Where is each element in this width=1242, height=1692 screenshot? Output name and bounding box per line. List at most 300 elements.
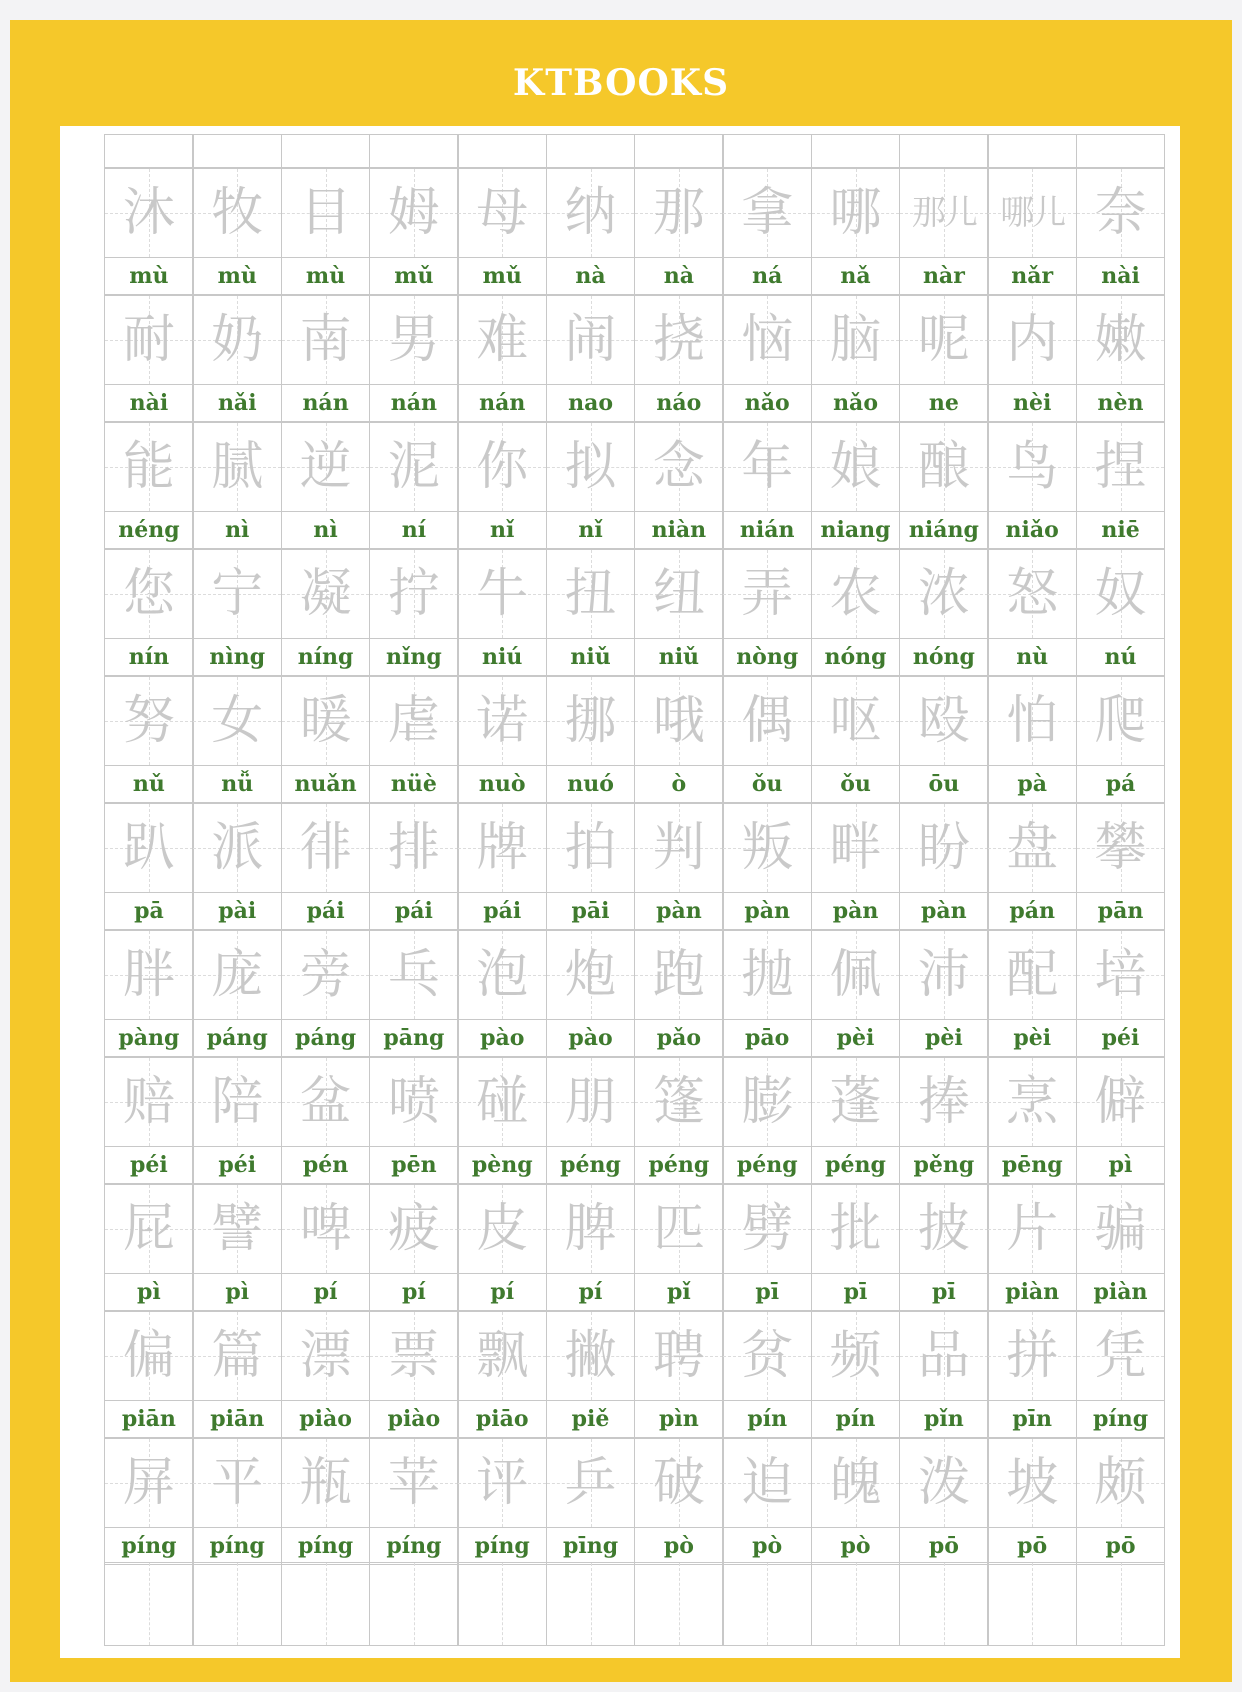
hanzi-character: 恼 [741,310,794,370]
character-cell [722,930,812,1057]
character-cell [811,549,901,676]
character-cell [369,676,459,803]
character-cell [722,422,812,549]
character-cell [722,1438,812,1565]
character-box [546,422,636,512]
character-box [369,676,459,766]
character-cell [1076,422,1166,549]
character-box [634,1057,724,1147]
pinyin-box [722,1147,812,1184]
pinyin-label: nǐng [386,644,442,670]
pinyin-label: nà [575,263,606,289]
hanzi-character: 牌 [476,818,529,878]
pinyin-label: péng [648,1152,710,1178]
pinyin-label: pǐn [923,1406,964,1432]
grid-row [104,676,1164,803]
pinyin-box [192,893,282,930]
character-box [811,1184,901,1274]
character-box [634,1311,724,1401]
character-box [987,295,1077,385]
hanzi-character: 佩 [829,945,882,1005]
character-box [899,676,989,766]
hanzi-character: 泼 [917,1453,970,1513]
pinyin-label: pài [218,898,257,924]
character-box [457,168,547,258]
character-box [722,676,812,766]
pinyin-box [722,639,812,676]
character-box [546,676,636,766]
top-empty-strip [104,134,1164,168]
character-box [722,295,812,385]
character-box [104,549,194,639]
hanzi-character: 牧 [211,183,264,243]
character-cell [192,549,282,676]
character-box [722,930,812,1020]
pinyin-label: nao [568,390,614,416]
character-box [281,930,371,1020]
character-cell [457,168,547,295]
character-cell [104,1057,194,1184]
character-box [192,1184,282,1274]
pinyin-label: pí [402,1279,426,1305]
top-empty-cell [987,134,1077,168]
character-cell [457,930,547,1057]
pinyin-label: píng [209,1533,265,1559]
bottom-empty-cell [369,1562,459,1646]
grid-row [104,295,1164,422]
pinyin-box [546,1147,636,1184]
hanzi-character: 哪儿 [1000,193,1065,233]
pinyin-label: pěng [913,1152,975,1178]
character-grid [104,168,1164,1565]
character-cell [546,422,636,549]
pinyin-box [457,385,547,422]
character-cell [369,549,459,676]
character-cell [634,1057,724,1184]
hanzi-character: 攀 [1094,818,1147,878]
pinyin-label: pāo [745,1025,790,1051]
character-cell [1076,1057,1166,1184]
character-box [192,930,282,1020]
hanzi-character: 坡 [1006,1453,1059,1513]
character-cell [192,295,282,422]
hanzi-character: 泡 [476,945,529,1005]
hanzi-character: 捧 [917,1072,970,1132]
character-box [104,1184,194,1274]
pinyin-label: pái [483,898,522,924]
hanzi-character: 您 [122,564,175,624]
pinyin-label: pāi [571,898,610,924]
pinyin-box [1076,1147,1166,1184]
hanzi-character: 沛 [917,945,970,1005]
pinyin-box [722,258,812,295]
pinyin-box [281,1401,371,1438]
pinyin-box [192,512,282,549]
hanzi-character: 耐 [122,310,175,370]
character-cell [281,1438,371,1565]
pinyin-label: nèi [1013,390,1052,416]
top-empty-cell [457,134,547,168]
character-box [634,803,724,893]
bottom-empty-cell [281,1562,371,1646]
character-box [457,1057,547,1147]
hanzi-character: 烹 [1006,1072,1059,1132]
bottom-empty-cell [634,1562,724,1646]
top-empty-cell [546,134,636,168]
character-box [1076,1438,1166,1528]
character-cell [546,1438,636,1565]
pinyin-label: piāo [475,1406,529,1432]
character-cell [104,803,194,930]
character-cell [457,295,547,422]
pinyin-box [281,1274,371,1311]
character-box [546,1184,636,1274]
pinyin-label: niú [482,644,523,670]
character-box [546,168,636,258]
hanzi-character: 盘 [1006,818,1059,878]
pinyin-label: niǔ [658,644,700,670]
pinyin-box [1076,1274,1166,1311]
pinyin-box [457,1528,547,1565]
pinyin-label: néng [118,517,180,543]
pinyin-label: pèi [836,1025,875,1051]
pinyin-label: pì [225,1279,250,1305]
character-cell [546,930,636,1057]
pinyin-box [369,1020,459,1057]
top-empty-cell [899,134,989,168]
character-box [634,549,724,639]
character-box [811,1438,901,1528]
hanzi-character: 那儿 [911,193,976,233]
character-cell [1076,676,1166,803]
character-box [546,295,636,385]
pinyin-label: pín [835,1406,876,1432]
pinyin-box [192,385,282,422]
character-box [104,930,194,1020]
pinyin-box [546,1020,636,1057]
pinyin-box [722,766,812,803]
hanzi-character: 撇 [564,1326,617,1386]
hanzi-character: 农 [829,564,882,624]
character-cell [104,1184,194,1311]
pinyin-box [281,385,371,422]
character-cell [899,295,989,422]
pinyin-label: píng [386,1533,442,1559]
pinyin-label: pī [843,1279,868,1305]
pinyin-box [899,1020,989,1057]
pinyin-box [457,1020,547,1057]
pinyin-box [369,893,459,930]
pinyin-label: ní [401,517,427,543]
character-cell [457,676,547,803]
pinyin-box [104,385,194,422]
character-box [546,803,636,893]
character-box [634,1438,724,1528]
hanzi-character: 旁 [299,945,352,1005]
pinyin-box [811,1147,901,1184]
pinyin-label: piàn [1093,1279,1148,1305]
character-cell [281,295,371,422]
pinyin-box [987,1020,1077,1057]
pinyin-box [987,766,1077,803]
pinyin-box [104,766,194,803]
character-box [546,1311,636,1401]
grid-row [104,1057,1164,1184]
character-box [722,168,812,258]
pinyin-label: nuò [478,771,526,797]
pinyin-box [811,1274,901,1311]
pinyin-label: pò [663,1533,694,1559]
pinyin-label: pí [313,1279,338,1305]
hanzi-character: 泥 [387,437,440,497]
hanzi-character: 批 [829,1199,882,1259]
pinyin-label: ná [752,263,783,289]
hanzi-character: 判 [652,818,705,878]
pinyin-box [457,893,547,930]
pinyin-box [634,1528,724,1565]
pinyin-label: nèn [1097,390,1144,416]
character-box [634,168,724,258]
hanzi-character: 宁 [211,564,264,624]
character-box [722,1057,812,1147]
pinyin-box [281,1020,371,1057]
character-cell [722,803,812,930]
pinyin-label: piàn [1005,1279,1060,1305]
pinyin-label: péi [130,1152,168,1178]
pinyin-label: nù [1016,644,1049,670]
character-box [1076,422,1166,512]
hanzi-character: 品 [917,1326,970,1386]
character-box [369,803,459,893]
character-box [987,676,1077,766]
grid-row [104,1311,1164,1438]
character-box [281,1438,371,1528]
character-box [899,168,989,258]
pinyin-box [987,1274,1077,1311]
character-box [1076,549,1166,639]
character-cell [899,168,989,295]
character-box [104,1438,194,1528]
character-cell [1076,1184,1166,1311]
character-cell [369,1311,459,1438]
hanzi-character: 篷 [652,1072,705,1132]
character-cell [192,803,282,930]
pinyin-box [899,1274,989,1311]
character-cell [634,168,724,295]
pinyin-label: pì [137,1279,161,1305]
pinyin-label: pàn [656,898,702,924]
pinyin-label: ǒu [840,771,871,797]
pinyin-box [899,1528,989,1565]
character-box [104,803,194,893]
character-cell [811,1057,901,1184]
pinyin-label: pí [578,1279,603,1305]
character-box [811,549,901,639]
pinyin-box [192,1401,282,1438]
character-cell [722,549,812,676]
pinyin-box [192,639,282,676]
pinyin-label: pīng [562,1533,619,1559]
hanzi-character: 胖 [122,945,175,1005]
character-cell [281,930,371,1057]
character-cell [987,676,1077,803]
bottom-empty-cell [722,1562,812,1646]
character-box [722,549,812,639]
pinyin-box [811,512,901,549]
top-empty-cell [722,134,812,168]
pinyin-box [811,258,901,295]
pinyin-label: mù [129,263,169,289]
pinyin-box [987,639,1077,676]
hanzi-character: 平 [211,1453,264,1513]
hanzi-character: 炮 [564,945,617,1005]
hanzi-character: 腻 [211,437,264,497]
pinyin-label: nán [302,390,349,416]
pinyin-box [634,766,724,803]
hanzi-character: 牛 [476,564,529,624]
character-box [192,295,282,385]
character-cell [811,930,901,1057]
pinyin-box [546,893,636,930]
character-cell [1076,295,1166,422]
pinyin-label: pái [394,898,433,924]
pinyin-label: pō [1105,1533,1136,1559]
hanzi-character: 脾 [564,1199,617,1259]
character-cell [281,1057,371,1184]
pinyin-label: pō [928,1533,959,1559]
pinyin-label: pàn [832,898,879,924]
character-box [634,422,724,512]
hanzi-character: 拿 [741,183,794,243]
pinyin-label: pèi [1013,1025,1052,1051]
character-cell [369,930,459,1057]
character-box [987,803,1077,893]
hanzi-character: 苹 [387,1453,440,1513]
pinyin-label: pàn [744,898,791,924]
pinyin-label: nìng [209,644,266,670]
pinyin-box [457,1401,547,1438]
hanzi-character: 内 [1006,310,1059,370]
character-box [634,676,724,766]
character-cell [192,1057,282,1184]
pinyin-label: nín [128,644,170,670]
character-box [987,1057,1077,1147]
character-box [722,1184,812,1274]
pinyin-label: nán [479,390,526,416]
pinyin-box [722,1020,812,1057]
bottom-empty-cell [899,1562,989,1646]
grid-row [104,930,1164,1057]
top-empty-cell [369,134,459,168]
character-cell [369,295,459,422]
pinyin-label: nú [1104,644,1137,670]
character-cell [899,549,989,676]
pinyin-box [1076,1528,1166,1565]
pinyin-label: pīn [1012,1406,1053,1432]
character-box [811,422,901,512]
character-box [369,168,459,258]
character-cell [899,1311,989,1438]
pinyin-box [546,258,636,295]
hanzi-character: 能 [122,437,175,497]
character-cell [104,549,194,676]
pinyin-label: pàng [118,1025,180,1051]
grid-row [104,1184,1164,1311]
pinyin-box [457,1274,547,1311]
pinyin-box [192,1020,282,1057]
pinyin-box [987,258,1077,295]
character-box [1076,168,1166,258]
character-box [987,549,1077,639]
character-box [899,1184,989,1274]
character-cell [104,295,194,422]
character-box [1076,676,1166,766]
character-cell [811,168,901,295]
pinyin-box [546,766,636,803]
hanzi-character: 逆 [299,437,352,497]
pinyin-box [722,1528,812,1565]
character-cell [546,549,636,676]
hanzi-character: 那 [652,183,705,243]
pinyin-box [634,512,724,549]
pinyin-box [546,1528,636,1565]
pinyin-box [281,1528,371,1565]
pinyin-box [281,1147,371,1184]
bottom-empty-cell [987,1562,1077,1646]
character-box [104,422,194,512]
pinyin-box [281,258,371,295]
pinyin-box [899,1147,989,1184]
grid-row [104,549,1164,676]
pinyin-box [281,893,371,930]
pinyin-label: pí [490,1279,515,1305]
character-box [722,422,812,512]
hanzi-character: 奴 [1094,564,1147,624]
pinyin-label: niàn [651,517,707,543]
pinyin-label: péng [825,1152,886,1178]
hanzi-character: 叛 [741,818,794,878]
hanzi-character: 跑 [652,945,705,1005]
character-cell [281,1184,371,1311]
hanzi-character: 姆 [387,183,440,243]
pinyin-label: pā [134,898,164,924]
character-cell [987,803,1077,930]
character-box [722,1438,812,1528]
character-box [987,168,1077,258]
character-cell [369,803,459,930]
character-cell [192,422,282,549]
character-box [987,930,1077,1020]
character-cell [457,1184,547,1311]
top-empty-cell [192,134,282,168]
pinyin-label: nǎo [744,390,790,416]
character-box [457,1438,547,1528]
hanzi-character: 朋 [564,1072,617,1132]
character-box [634,295,724,385]
hanzi-character: 脑 [829,310,882,370]
character-cell [722,676,812,803]
pinyin-box [104,893,194,930]
hanzi-character: 偏 [122,1326,175,1386]
grid-row [104,1438,1164,1565]
pinyin-label: pèng [471,1152,533,1178]
character-box [811,168,901,258]
character-cell [722,1311,812,1438]
pinyin-box [104,1528,194,1565]
pinyin-box [1076,258,1166,295]
character-cell [634,1438,724,1565]
pinyin-label: náo [656,390,702,416]
